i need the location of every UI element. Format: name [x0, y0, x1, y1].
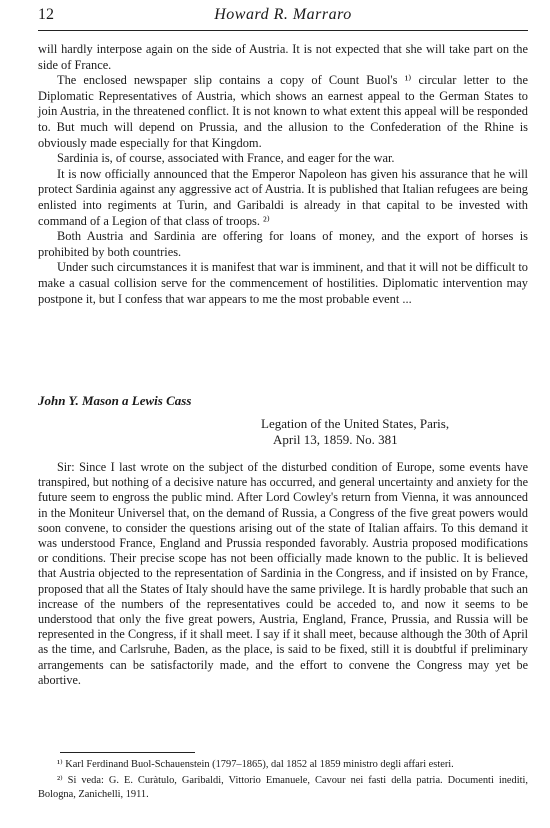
footnotes — [38, 758, 528, 803]
footnote-rule — [60, 752, 195, 753]
paragraph: Sir: Since I last wrote on the subject of the disturbed condition of Europe, some events have transpired, but nothing of a decisive nature has occurred, and general uncertainty and anxiety for the future seem to engross the public mind. After Lord Cowley's return from Vienna, it was announced in the Moniteur Universel that, on the demand of Russia, a Congress of the five great powers would soon convene, to consider the questions arising out of the state of Italian affairs. To this demand it was understood France, England and Prussia responded favorably. Austria proposed modifications or conditions. Their precise scope has not been officially made known to the public. It is believed that Austria objected to the representation of Sardinia in the Congress, and if insisted on by France, proposed that all the States of Italy should have the same privilege. It is hardly probable that such an increase of the numbers of the representatives could be acceded to, and now it seems to be understood that only the five great powers, Austria, England, France, Prussia, and Russia will be represented in the Congress, if it shall meet. I say if it shall meet, because although the 30th of April as the time, and Carlsruhe, Baden, as the place, is said to be fixed, still it is doubtful if preliminary arrangements can be satisfactorily made, and the effort to convene the Congress may yet be abortive. — [38, 460, 528, 687]
paragraph: Both Austria and Sardinia are offering for loans of money, and the export of horses is prohibited by both countries. — [38, 229, 528, 259]
page-header — [38, 6, 528, 28]
paragraph: The enclosed newspaper slip contains a copy of Count Buol's ¹⁾ circular letter to the Diplomatic Representatives of Austria, which shows an earnest appeal to the German States to join Austria, in the threatened conflict. It is not known to what extent this appeal will be responded to. But much will depend on Prussia, and the allusion to the Confederation of the Rhine is obviously made especially for that Kingdom. — [38, 73, 528, 150]
page-number: 12 — [38, 6, 54, 23]
header-rule — [38, 30, 528, 31]
paragraph: will hardly interpose again on the side of Austria. It is not expected that she will take part on the side of France. — [38, 42, 528, 72]
paragraph: Under such circumstances it is manifest that war is imminent, and that it will not be difficult to make a casual collision serve for the commencement of hostilities. Diplomatic intervention may postpone it, but I confess that war appears to me the most probable event ... — [38, 260, 528, 306]
letter-address — [261, 416, 528, 448]
section-title: John Y. Mason a Lewis Cass — [38, 393, 192, 408]
address-date-line: April 13, 1859. No. 381 — [273, 432, 398, 447]
footnote-2: ²⁾ Si veda: G. E. Curàtulo, Garibaldi, Vittorio Emanuele, Cavour nei fasti della patria. Documenti inediti, Bologna, Zanichelli, 1911. — [38, 774, 528, 800]
paragraph: It is now officially announced that the Emperor Napoleon has given his assurance that he will protect Sardinia against any aggressive act of Austria. It is published that Italian refugees are being enlisted into regiments at Turin, and Garibaldi is already in that capital to be invested with command of a Legion of that class of troops. ²⁾ — [38, 166, 528, 228]
letter-2-body — [38, 460, 528, 688]
paragraph: Sardinia is, of course, associated with France, and eager for the war. — [57, 151, 395, 166]
address-line: Legation of the United States, Paris, — [261, 416, 450, 431]
footnote-1: ¹⁾ Karl Ferdinand Buol-Schauenstein (1797–1865), dal 1852 al 1859 ministro degli affari esteri. — [57, 759, 454, 770]
letter-1-body — [38, 42, 528, 307]
running-head: Howard R. Marraro — [214, 6, 352, 23]
